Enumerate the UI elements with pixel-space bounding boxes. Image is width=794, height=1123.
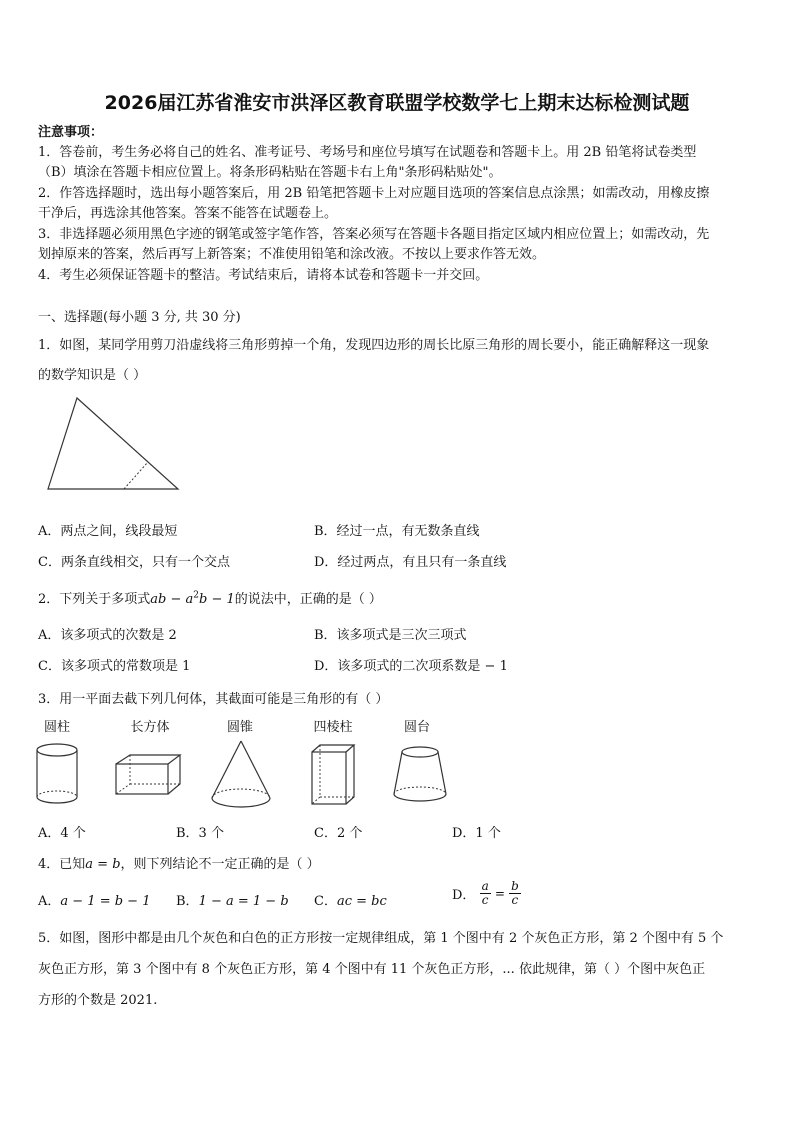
- q4-option-a[interactable]: [38, 890, 150, 909]
- q4-option-b[interactable]: [176, 890, 289, 909]
- notice-line-1: 1．答卷前，考生务必将自己的姓名、准考证号、考场号和座位号填写在试题卷和答题卡上。用 2B 铅笔将试卷类型: [38, 145, 697, 160]
- q5-stem-line1: 5．如图，图形中都是由几个灰色和白色的正方形按一定规律组成，第 1 个图中有 2 个灰色正方形，第 2 个图中有 5 个: [38, 931, 724, 946]
- q4-option-d-num2: b: [511, 879, 519, 893]
- q4-option-c-label: C．: [314, 894, 337, 909]
- q4-option-d-fraction-right: [509, 880, 521, 907]
- q2-stem-suffix: 的说法中，正确的是（ ）: [234, 592, 382, 607]
- q1-option-a[interactable]: A．两点之间，线段最短: [38, 524, 178, 539]
- solid-label-cone: 圆锥: [226, 720, 253, 735]
- q4-option-d-label: D．: [452, 888, 476, 903]
- cylinder-figure: [34, 742, 80, 806]
- q5-stem-line3: 方形的个数是 2021.: [38, 993, 158, 1008]
- q4-option-d-fraction-left: [480, 880, 491, 907]
- notice-line-6: 划掉原来的答案，然后再写上新答案；不准使用铅笔和涂改液。不按以上要求作答无效。: [38, 247, 546, 262]
- q4-stem: [38, 853, 320, 872]
- notice-heading: 注意事项：: [38, 125, 104, 140]
- q2-poly-end: b − 1: [199, 592, 235, 607]
- q2-option-c[interactable]: C．该多项式的常数项是 1: [38, 659, 191, 674]
- q2-option-b[interactable]: B．该多项式是三次三项式: [314, 628, 467, 643]
- q1-option-b[interactable]: B．经过一点，有无数条直线: [314, 524, 480, 539]
- section-heading: 一、选择题(每小题 3 分, 共 30 分): [38, 310, 241, 325]
- frustum-figure: [390, 744, 450, 806]
- cuboid-figure: [112, 752, 184, 798]
- q2-stem: [38, 588, 382, 607]
- q4-option-d-den1: c: [481, 893, 489, 907]
- q4-option-a-expr: a − 1 = b − 1: [60, 894, 151, 909]
- q5-stem-line2: 灰色正方形，第 3 个图中有 8 个灰色正方形，第 4 个图中有 11 个灰色正方形，... 依此规律，第（ ）个图中灰色正: [38, 962, 706, 977]
- q1-stem-line1: 1．如图，某同学用剪刀沿虚线将三角形剪掉一个角，发现四边形的周长比原三角形的周长要小，能正确解释这一现象: [38, 338, 710, 353]
- q4-option-d-equals: =: [494, 886, 505, 901]
- q2-option-d[interactable]: D．该多项式的二次项系数是 − 1: [314, 659, 508, 674]
- solid-label-prism: 四棱柱: [313, 720, 353, 735]
- q3-option-b[interactable]: B．3 个: [176, 826, 224, 841]
- q4-option-d[interactable]: [452, 880, 521, 907]
- q1-option-c[interactable]: C．两条直线相交，只有一个交点: [38, 555, 230, 570]
- q4-condition: a = b: [85, 857, 121, 872]
- q1-option-d[interactable]: D．经过两点，有且只有一条直线: [314, 555, 507, 570]
- q3-option-a[interactable]: A．4 个: [38, 826, 86, 841]
- q3-option-d[interactable]: D．1 个: [452, 826, 501, 841]
- q4-option-a-label: A．: [38, 894, 61, 909]
- q4-option-d-num1: a: [481, 879, 489, 893]
- q3-option-c[interactable]: C．2 个: [314, 826, 363, 841]
- notice-line-3: 2．作答选择题时，选出每小题答案后，用 2B 铅笔把答题卡上对应题目选项的答案信息点涂黑；如需改动，用橡皮擦: [38, 186, 710, 201]
- notice-line-7: 4．考生必须保证答题卡的整洁。考试结束后，请将本试卷和答题卡一并交回。: [38, 268, 489, 283]
- q3-stem: 3．用一平面去截下列几何体，其截面可能是三角形的有（ ）: [38, 692, 389, 707]
- q2-option-a[interactable]: A．该多项式的次数是 2: [38, 628, 177, 643]
- q2-stem-prefix: 2．下列关于多项式: [38, 592, 151, 607]
- prism-figure: [308, 742, 358, 810]
- q2-poly-exp: 2: [193, 590, 200, 601]
- q1-stem-line2: 的数学知识是（ ）: [38, 368, 147, 383]
- q4-option-b-expr: 1 − a = 1 − b: [198, 894, 289, 909]
- q1-triangle-figure: [42, 394, 184, 494]
- q4-stem-prefix: 4．已知: [38, 857, 86, 872]
- solid-label-cylinder: 圆柱: [43, 720, 70, 735]
- q4-stem-suffix: ，则下列结论不一定正确的是（ ）: [120, 857, 320, 872]
- page-title: 2026届江苏省淮安市洪泽区教育联盟学校数学七上期末达标检测试题: [104, 92, 690, 114]
- q4-option-b-label: B．: [176, 894, 199, 909]
- solid-label-frustum: 圆台: [403, 720, 430, 735]
- notice-line-4: 干净后，再选涂其他答案。答案不能答在试题卷上。: [38, 206, 338, 221]
- q2-poly-mid: − a: [166, 592, 194, 607]
- q4-option-c[interactable]: [314, 890, 387, 909]
- notice-line-2: （B）填涂在答题卡相应位置上。将条形码粘贴在答题卡右上角"条形码粘贴处"。: [38, 165, 502, 180]
- q4-option-c-expr: ac = bc: [336, 894, 387, 909]
- solid-label-cuboid: 长方体: [130, 720, 170, 735]
- cone-figure: [208, 738, 274, 812]
- notice-line-5: 3．非选择题必须用黑色字迹的钢笔或签字笔作答，答案必须写在答题卡各题目指定区域内相应位置上；如需改动，先: [38, 227, 710, 242]
- q2-poly-a: ab: [150, 592, 167, 607]
- q4-option-d-den2: c: [511, 893, 519, 907]
